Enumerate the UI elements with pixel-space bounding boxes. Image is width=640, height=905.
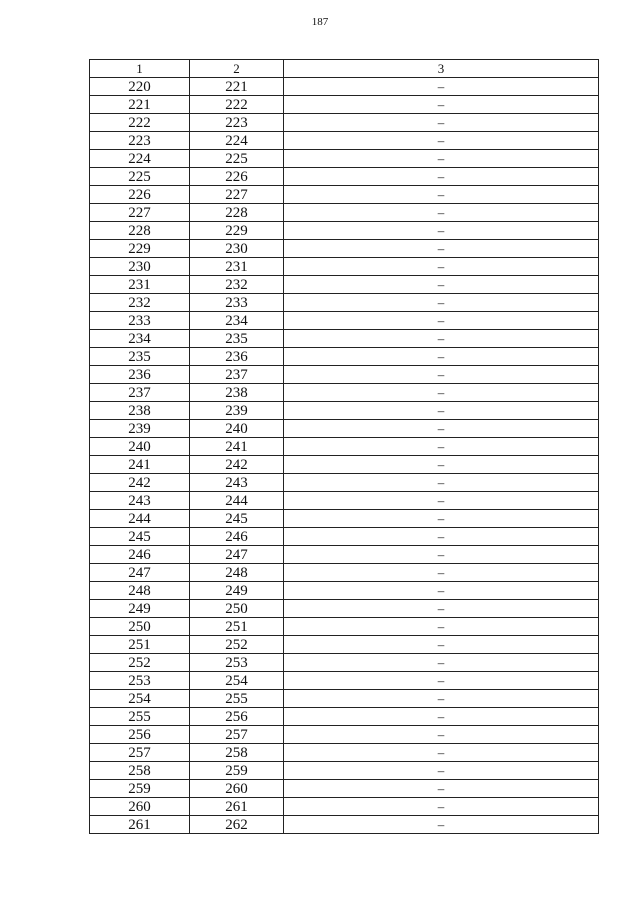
table-cell-col-1: 241 <box>90 456 190 474</box>
table-cell-col-3: – <box>284 132 599 150</box>
table-cell-col-1: 255 <box>90 708 190 726</box>
table-cell-col-3: – <box>284 636 599 654</box>
table-cell-col-2: 243 <box>190 474 284 492</box>
table-cell-col-2: 245 <box>190 510 284 528</box>
table-cell-col-3: – <box>284 618 599 636</box>
table-cell-col-2: 230 <box>190 240 284 258</box>
table-cell-col-2: 242 <box>190 456 284 474</box>
table-row <box>90 114 599 132</box>
table-cell-col-3: – <box>284 330 599 348</box>
table-row <box>90 96 599 114</box>
table-cell-col-1: 221 <box>90 96 190 114</box>
table-cell-col-2: 236 <box>190 348 284 366</box>
table-cell-col-2: 251 <box>190 618 284 636</box>
table-row <box>90 438 599 456</box>
table-cell-col-3: – <box>284 564 599 582</box>
table-cell-col-2: 260 <box>190 780 284 798</box>
table-row <box>90 690 599 708</box>
table-row <box>90 636 599 654</box>
table-cell-col-2: 256 <box>190 708 284 726</box>
table-cell-col-1: 224 <box>90 150 190 168</box>
table-row <box>90 348 599 366</box>
table-cell-col-3: – <box>284 474 599 492</box>
table-cell-col-1: 234 <box>90 330 190 348</box>
table-row <box>90 258 599 276</box>
table-cell-col-2: 235 <box>190 330 284 348</box>
table-cell-col-1: 252 <box>90 654 190 672</box>
table-row <box>90 132 599 150</box>
table-cell-col-2: 252 <box>190 636 284 654</box>
table-header-row <box>90 60 599 78</box>
table-cell-col-2: 255 <box>190 690 284 708</box>
table-cell-col-3: – <box>284 726 599 744</box>
table-cell-col-1: 250 <box>90 618 190 636</box>
table-cell-col-1: 240 <box>90 438 190 456</box>
table-cell-col-3: – <box>284 582 599 600</box>
table-cell-col-1: 254 <box>90 690 190 708</box>
column-header-3: 3 <box>284 60 599 78</box>
table-row <box>90 240 599 258</box>
table-row <box>90 510 599 528</box>
table-row <box>90 312 599 330</box>
table-cell-col-2: 250 <box>190 600 284 618</box>
table-row <box>90 402 599 420</box>
table-cell-col-1: 222 <box>90 114 190 132</box>
table-row <box>90 564 599 582</box>
table-cell-col-1: 246 <box>90 546 190 564</box>
table-row <box>90 582 599 600</box>
table-cell-col-3: – <box>284 276 599 294</box>
table-row <box>90 744 599 762</box>
table-row <box>90 294 599 312</box>
table-cell-col-2: 247 <box>190 546 284 564</box>
table-cell-col-3: – <box>284 384 599 402</box>
table-cell-col-2: 227 <box>190 186 284 204</box>
table-cell-col-1: 256 <box>90 726 190 744</box>
table-cell-col-2: 223 <box>190 114 284 132</box>
table-cell-col-2: 239 <box>190 402 284 420</box>
table-cell-col-2: 258 <box>190 744 284 762</box>
table-cell-col-2: 253 <box>190 654 284 672</box>
table-cell-col-2: 248 <box>190 564 284 582</box>
table-cell-col-3: – <box>284 366 599 384</box>
table-cell-col-3: – <box>284 798 599 816</box>
table-cell-col-2: 249 <box>190 582 284 600</box>
table-cell-col-2: 259 <box>190 762 284 780</box>
table-cell-col-2: 225 <box>190 150 284 168</box>
table-cell-col-1: 245 <box>90 528 190 546</box>
table-cell-col-3: – <box>284 312 599 330</box>
table-cell-col-3: – <box>284 708 599 726</box>
table-cell-col-1: 251 <box>90 636 190 654</box>
table-cell-col-3: – <box>284 186 599 204</box>
table-row <box>90 420 599 438</box>
page-number: 187 <box>311 16 329 28</box>
table-cell-col-3: – <box>284 204 599 222</box>
table-cell-col-1: 236 <box>90 366 190 384</box>
table-row <box>90 222 599 240</box>
table-cell-col-1: 220 <box>90 78 190 96</box>
table-cell-col-1: 253 <box>90 672 190 690</box>
table-cell-col-3: – <box>284 114 599 132</box>
table-cell-col-1: 258 <box>90 762 190 780</box>
table-cell-col-3: – <box>284 492 599 510</box>
table-row <box>90 186 599 204</box>
table-cell-col-3: – <box>284 438 599 456</box>
column-header-2: 2 <box>190 60 284 78</box>
table-row <box>90 672 599 690</box>
table-row <box>90 762 599 780</box>
table-cell-col-1: 244 <box>90 510 190 528</box>
table-cell-col-2: 224 <box>190 132 284 150</box>
table-cell-col-1: 259 <box>90 780 190 798</box>
data-table <box>89 59 599 834</box>
table-cell-col-1: 248 <box>90 582 190 600</box>
table-cell-col-3: – <box>284 240 599 258</box>
table-cell-col-1: 226 <box>90 186 190 204</box>
table-cell-col-1: 249 <box>90 600 190 618</box>
table-cell-col-3: – <box>284 420 599 438</box>
table-row <box>90 708 599 726</box>
table-cell-col-3: – <box>284 510 599 528</box>
table-cell-col-1: 228 <box>90 222 190 240</box>
table-cell-col-2: 244 <box>190 492 284 510</box>
table-cell-col-3: – <box>284 690 599 708</box>
table-cell-col-3: – <box>284 816 599 834</box>
table-row <box>90 150 599 168</box>
table-cell-col-3: – <box>284 780 599 798</box>
table-body <box>90 78 599 834</box>
table-cell-col-2: 229 <box>190 222 284 240</box>
table-cell-col-2: 254 <box>190 672 284 690</box>
table-row <box>90 330 599 348</box>
table-cell-col-1: 225 <box>90 168 190 186</box>
table-cell-col-2: 238 <box>190 384 284 402</box>
table-cell-col-1: 247 <box>90 564 190 582</box>
table-row <box>90 492 599 510</box>
table-cell-col-3: – <box>284 654 599 672</box>
table-cell-col-3: – <box>284 546 599 564</box>
table-cell-col-3: – <box>284 348 599 366</box>
table-cell-col-2: 221 <box>190 78 284 96</box>
table-cell-col-2: 222 <box>190 96 284 114</box>
table-cell-col-3: – <box>284 528 599 546</box>
table-cell-col-2: 262 <box>190 816 284 834</box>
table-cell-col-1: 235 <box>90 348 190 366</box>
table-cell-col-1: 237 <box>90 384 190 402</box>
table-cell-col-3: – <box>284 456 599 474</box>
table-cell-col-3: – <box>284 96 599 114</box>
table-row <box>90 618 599 636</box>
table-cell-col-3: – <box>284 168 599 186</box>
table-cell-col-2: 240 <box>190 420 284 438</box>
table-cell-col-3: – <box>284 78 599 96</box>
table-cell-col-3: – <box>284 294 599 312</box>
table-row <box>90 798 599 816</box>
table-cell-col-1: 223 <box>90 132 190 150</box>
table-cell-col-1: 229 <box>90 240 190 258</box>
table-cell-col-1: 233 <box>90 312 190 330</box>
table-cell-col-2: 234 <box>190 312 284 330</box>
table-cell-col-1: 261 <box>90 816 190 834</box>
table-cell-col-2: 257 <box>190 726 284 744</box>
table-cell-col-1: 231 <box>90 276 190 294</box>
table-cell-col-2: 246 <box>190 528 284 546</box>
table-row <box>90 366 599 384</box>
table-row <box>90 528 599 546</box>
table-row <box>90 204 599 222</box>
table-cell-col-1: 227 <box>90 204 190 222</box>
table-cell-col-3: – <box>284 402 599 420</box>
table-row <box>90 384 599 402</box>
table-cell-col-3: – <box>284 672 599 690</box>
table-cell-col-3: – <box>284 744 599 762</box>
table-row <box>90 276 599 294</box>
table-cell-col-1: 243 <box>90 492 190 510</box>
table-cell-col-1: 238 <box>90 402 190 420</box>
table-cell-col-2: 241 <box>190 438 284 456</box>
table-row <box>90 474 599 492</box>
table-row <box>90 780 599 798</box>
table-cell-col-1: 242 <box>90 474 190 492</box>
column-header-1: 1 <box>90 60 190 78</box>
table-cell-col-2: 233 <box>190 294 284 312</box>
table-cell-col-3: – <box>284 600 599 618</box>
table-cell-col-2: 232 <box>190 276 284 294</box>
table-cell-col-1: 230 <box>90 258 190 276</box>
table-row <box>90 600 599 618</box>
table-row <box>90 78 599 96</box>
table-cell-col-2: 226 <box>190 168 284 186</box>
table-row <box>90 546 599 564</box>
table-row <box>90 726 599 744</box>
table-cell-col-1: 260 <box>90 798 190 816</box>
table-row <box>90 168 599 186</box>
table-cell-col-3: – <box>284 222 599 240</box>
table-cell-col-2: 231 <box>190 258 284 276</box>
table-row <box>90 654 599 672</box>
table-cell-col-1: 257 <box>90 744 190 762</box>
table-cell-col-2: 237 <box>190 366 284 384</box>
table-cell-col-1: 232 <box>90 294 190 312</box>
table-cell-col-3: – <box>284 762 599 780</box>
table-cell-col-3: – <box>284 150 599 168</box>
table-cell-col-2: 228 <box>190 204 284 222</box>
table-cell-col-1: 239 <box>90 420 190 438</box>
table-cell-col-2: 261 <box>190 798 284 816</box>
table-cell-col-3: – <box>284 258 599 276</box>
table-row <box>90 816 599 834</box>
table-header <box>90 60 599 78</box>
table-row <box>90 456 599 474</box>
